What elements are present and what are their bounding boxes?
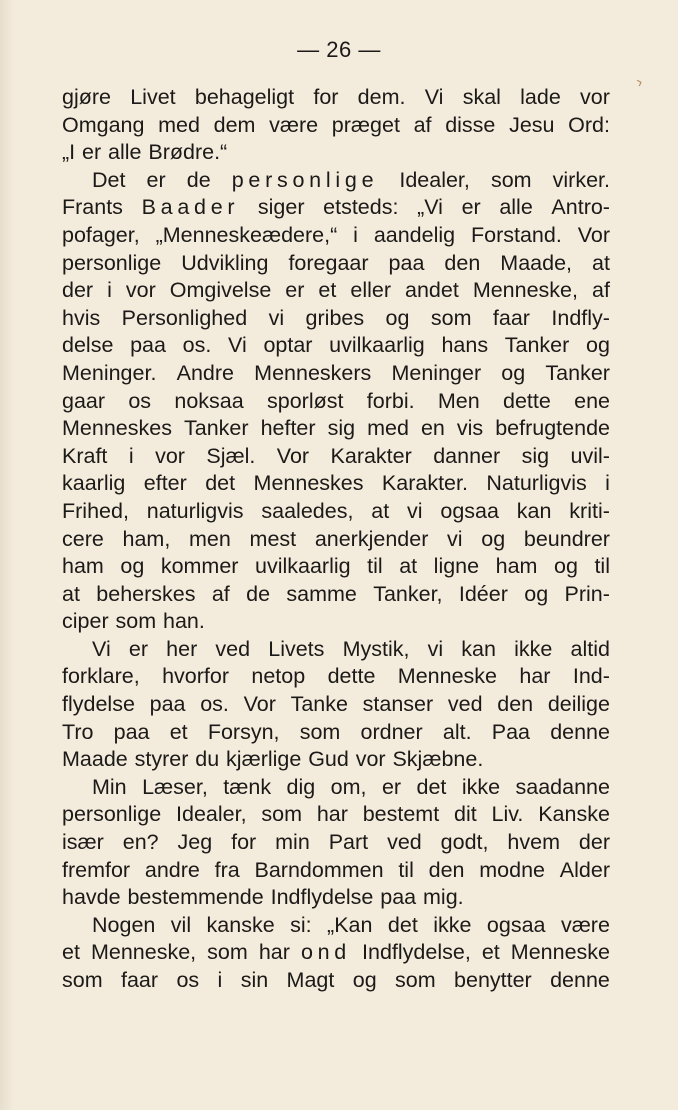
word: Sjæl.: [206, 443, 256, 468]
word: Maade,: [500, 250, 573, 275]
word: som: [430, 305, 472, 330]
word: og: [501, 360, 526, 385]
word: men: [189, 526, 231, 551]
word: præget: [331, 112, 400, 137]
word: Idealer,: [399, 167, 470, 192]
word: om,: [330, 774, 367, 799]
word: vor: [125, 278, 156, 303]
word: ciper: [62, 609, 109, 634]
word: kan: [516, 498, 552, 523]
word: modne: [479, 857, 546, 882]
word: at: [592, 250, 610, 275]
word: bestemt: [362, 802, 440, 827]
word: og: [481, 526, 506, 551]
word: at: [371, 498, 390, 523]
text-line: [62, 746, 610, 774]
word: tænk: [223, 774, 272, 799]
word: Menneskers: [254, 360, 372, 385]
word: som: [62, 968, 103, 992]
word: Frihed,: [62, 498, 129, 523]
text-line: [62, 857, 610, 885]
word: stanser: [362, 692, 434, 717]
word: som: [395, 968, 436, 992]
word: vor: [355, 747, 386, 772]
word: faar: [492, 305, 530, 330]
word: deilige: [547, 692, 610, 717]
word: noksaa: [174, 388, 244, 413]
word: Naturligvis: [486, 471, 587, 496]
word: et: [481, 940, 500, 965]
word: Karakter.: [381, 471, 468, 496]
word: især: [62, 830, 104, 855]
word: forbi.: [366, 388, 415, 413]
word: hvem: [507, 830, 560, 855]
word: det: [205, 471, 236, 496]
word: Jeg: [177, 830, 213, 855]
word: gaar: [62, 388, 106, 413]
word: vor: [580, 85, 610, 109]
word: godt,: [440, 830, 489, 855]
word: sin: [240, 968, 269, 992]
word: Liv.: [491, 802, 524, 827]
word: vil: [170, 912, 192, 937]
word: der: [578, 830, 610, 855]
word: en: [420, 416, 445, 441]
word: Tanker: [504, 333, 570, 358]
word: som: [261, 802, 302, 827]
word: bestemmende: [127, 885, 264, 910]
paper-blemish: ›: [633, 73, 645, 92]
word: vi: [268, 305, 285, 330]
word: ordner: [360, 719, 423, 744]
text-line: [62, 553, 610, 581]
word: Idéer: [458, 581, 508, 606]
word: er: [128, 636, 149, 661]
word: „Menneskeædere,“: [155, 222, 338, 247]
word: hefter: [260, 416, 316, 441]
word: optar: [263, 333, 313, 358]
word: den: [428, 857, 465, 882]
word: som: [299, 719, 341, 744]
word: de: [186, 167, 211, 192]
word: det: [416, 774, 447, 799]
word: fremfor: [62, 857, 131, 882]
word: og: [352, 968, 377, 992]
word: sig: [327, 416, 356, 441]
word: behageligt: [194, 85, 295, 109]
word: hans: [441, 333, 489, 358]
word: og: [554, 554, 578, 579]
word: i: [107, 278, 112, 303]
word: her: [166, 636, 198, 661]
word: forklare,: [62, 664, 140, 689]
word: af: [413, 112, 432, 137]
word: Menneske,: [90, 940, 197, 965]
word: andre: [144, 857, 200, 882]
word: Kanske: [538, 802, 610, 827]
text-line: [62, 663, 610, 691]
word: han.: [162, 609, 205, 634]
text-line: [62, 608, 610, 636]
word: Vi: [424, 85, 444, 109]
word: Livet: [130, 85, 176, 109]
word: er: [381, 774, 402, 799]
text-line: [62, 470, 610, 498]
word: Maade: [62, 747, 128, 772]
word: der: [62, 278, 94, 303]
text-line: [62, 84, 610, 112]
word: med: [158, 112, 200, 137]
word: Livets: [268, 636, 325, 661]
word: uvil-: [570, 443, 610, 468]
word: Ord:: [568, 112, 610, 137]
word: er: [285, 278, 305, 303]
word: Menneske: [510, 940, 610, 965]
word: dig: [286, 774, 316, 799]
word: ved: [447, 692, 483, 717]
word: Vor: [577, 222, 610, 247]
word: Karakter: [330, 443, 412, 468]
word: os: [176, 968, 200, 992]
text-line: [62, 884, 610, 912]
word: cere: [62, 526, 104, 551]
text-line: [62, 277, 610, 305]
text-line: [62, 912, 610, 940]
word: den: [497, 692, 534, 717]
word: dette: [327, 664, 376, 689]
word: Andre: [176, 360, 234, 385]
word: os.: [200, 692, 229, 717]
word: de: [246, 581, 271, 606]
word: uvilkaarlig: [255, 554, 351, 579]
word: vi: [427, 636, 444, 661]
word: har: [316, 802, 348, 827]
word: Udvikling: [181, 250, 269, 275]
word: i: [605, 471, 610, 496]
word: er: [82, 140, 102, 165]
word: har: [258, 940, 290, 965]
text-line: [62, 829, 610, 857]
text-line: [62, 774, 610, 802]
word: og: [524, 581, 549, 606]
word: at: [399, 554, 418, 579]
word: lade: [520, 85, 561, 109]
word: sig: [521, 443, 550, 468]
word: ham: [62, 554, 104, 579]
word: vi: [447, 526, 463, 551]
word: et: [318, 278, 337, 303]
word: ved: [215, 636, 251, 661]
text-line: [62, 691, 610, 719]
word: mest: [249, 526, 297, 551]
text-line: [62, 388, 610, 416]
word: Idealer,: [176, 802, 247, 827]
word: naturligvis: [146, 498, 244, 523]
word: alle: [108, 140, 142, 165]
word: Tanke: [290, 692, 348, 717]
word: Personlighed: [121, 305, 248, 330]
word: eller: [350, 278, 391, 303]
word: Skjæbne.: [392, 747, 484, 772]
text-line: [62, 967, 610, 995]
word: „Vi: [417, 195, 443, 220]
text-line: [62, 167, 610, 195]
word: befrugtende: [495, 416, 610, 441]
word: kommer: [160, 554, 239, 579]
word: Omgivelse: [169, 278, 272, 303]
word: det: [387, 912, 418, 937]
word: som: [115, 609, 157, 634]
word: netop: [251, 664, 306, 689]
word: virker.: [552, 167, 610, 192]
text-line: [62, 526, 610, 554]
word: beherskes: [96, 581, 196, 606]
word: etsteds:: [323, 195, 399, 220]
word: Jesu: [509, 112, 555, 137]
word: kan: [461, 636, 496, 661]
word: ved: [387, 830, 422, 855]
word: delse: [62, 333, 114, 358]
word: saadanne: [515, 774, 610, 799]
word: som: [490, 167, 532, 192]
word: benytter: [454, 968, 532, 992]
word: sporløst: [267, 388, 344, 413]
word: saaledes,: [261, 498, 354, 523]
word: hvorfor: [162, 664, 229, 689]
word: ikke: [461, 774, 501, 799]
word: fra: [214, 857, 240, 882]
word: uvilkaarlig: [329, 333, 425, 358]
word: Vor: [276, 443, 310, 468]
text-line: [62, 636, 610, 664]
word: Tanker: [183, 416, 249, 441]
word: Læser,: [142, 774, 208, 799]
word: dem: [213, 112, 256, 137]
word: af: [591, 278, 610, 303]
text-line: [62, 360, 610, 388]
word: paa: [388, 250, 425, 275]
word: beundrer: [523, 526, 610, 551]
word: siger: [257, 195, 305, 220]
word: styrer: [134, 747, 189, 772]
word: Indflydelse,: [362, 940, 471, 965]
word: vis: [456, 416, 484, 441]
word: samme: [286, 581, 357, 606]
word: Alder: [559, 857, 610, 882]
word: vor: [155, 443, 185, 468]
word: Menneske: [397, 664, 497, 689]
word: havde: [62, 885, 121, 910]
word: personlige: [62, 250, 162, 275]
word: disse: [445, 112, 496, 137]
word: gribes: [305, 305, 365, 330]
word: er: [461, 195, 481, 220]
word: af: [211, 581, 230, 606]
word: efter: [143, 471, 187, 496]
word: og: [586, 333, 610, 358]
word: Menneskes: [253, 471, 364, 496]
word: „I: [62, 140, 76, 165]
word: dit: [454, 802, 477, 827]
word: Mystik,: [342, 636, 410, 661]
word: Paa: [491, 719, 530, 744]
word: Tanker,: [373, 581, 443, 606]
word: foregaar: [288, 250, 369, 275]
word: Vi: [228, 333, 247, 358]
word: du: [195, 747, 220, 772]
text-line: [62, 801, 610, 829]
word: ikke: [433, 912, 472, 937]
word: som: [207, 940, 248, 965]
page-number: — 26 —: [297, 37, 381, 62]
word: Omgang: [62, 112, 145, 137]
word: Det: [92, 167, 126, 192]
word: har: [519, 664, 551, 689]
word: og: [385, 305, 410, 330]
word: kjærlige: [226, 747, 302, 772]
word: personlige: [231, 167, 379, 192]
word: skal: [462, 85, 501, 109]
word: være: [560, 912, 610, 937]
word: kaarlig: [62, 471, 126, 496]
word: denne: [550, 719, 610, 744]
word: Frants: [62, 195, 123, 220]
word: „Kan: [327, 912, 373, 937]
word: kanske: [206, 912, 275, 937]
word: et: [169, 719, 188, 744]
word: med: [367, 416, 409, 441]
word: Gud: [308, 747, 349, 772]
text-line: [62, 194, 610, 222]
body-text: [62, 84, 610, 995]
text-line: [62, 139, 610, 167]
word: ham: [495, 554, 538, 579]
text-line: [62, 305, 610, 333]
word: Antro-: [551, 195, 610, 220]
word: Forsyn,: [207, 719, 280, 744]
word: gjøre: [62, 85, 111, 109]
word: Barndommen: [254, 857, 384, 882]
word: alle: [499, 195, 533, 220]
word: den: [444, 250, 481, 275]
word: at: [62, 581, 80, 606]
text-line: [62, 222, 610, 250]
word: dette: [503, 388, 551, 413]
word: er: [146, 167, 166, 192]
word: paa: [113, 719, 150, 744]
word: Vor: [243, 692, 276, 717]
word: andet: [405, 278, 459, 303]
word: ligne: [433, 554, 480, 579]
word: ene: [574, 388, 610, 413]
word: Part: [328, 830, 369, 855]
word: paa: [380, 885, 417, 910]
word: Indflydelse: [270, 885, 374, 910]
word: en?: [122, 830, 159, 855]
word: Tanker: [545, 360, 610, 385]
word: Brødre.“: [148, 140, 228, 165]
word: os: [128, 388, 152, 413]
text-line: [62, 443, 610, 471]
text-line: [62, 250, 610, 278]
word: ogsaa: [486, 912, 546, 937]
word: ikke: [514, 636, 553, 661]
word: i: [217, 968, 223, 992]
word: og: [120, 554, 145, 579]
word: Nogen: [92, 912, 156, 937]
word: et: [62, 940, 80, 965]
word: personlige: [62, 802, 162, 827]
word: for: [231, 830, 257, 855]
word: Forstand.: [471, 222, 562, 247]
word: aandelig: [373, 222, 456, 247]
word: Meninger.: [62, 360, 157, 385]
word: Prin-: [564, 581, 610, 606]
word: for: [313, 85, 339, 109]
word: dem.: [357, 85, 406, 109]
word: til: [594, 554, 610, 579]
word: Tro: [62, 719, 94, 744]
text-line: [62, 112, 610, 140]
word: ham,: [122, 526, 171, 551]
word: Min: [92, 774, 127, 799]
word: i: [353, 222, 358, 247]
word: altid: [570, 636, 610, 661]
word: min: [275, 830, 310, 855]
word: være: [269, 112, 319, 137]
word: Menneskes: [62, 416, 172, 441]
word: ogsaa: [440, 498, 499, 523]
word: Kraft: [62, 443, 108, 468]
word: Indfly-: [551, 305, 610, 330]
word: Men: [437, 388, 480, 413]
word: danner: [433, 443, 501, 468]
word: vi: [407, 498, 423, 523]
word: paa: [149, 692, 186, 717]
word: ond: [300, 940, 351, 965]
word: alt.: [442, 719, 472, 744]
word: Baader: [141, 195, 240, 220]
word: si:: [290, 912, 312, 937]
text-line: [62, 332, 610, 360]
word: til: [398, 857, 414, 882]
word: Magt: [286, 968, 335, 992]
text-line: [62, 581, 610, 609]
word: anerkjender: [314, 526, 429, 551]
word: hvis: [62, 305, 101, 330]
word: pofager,: [62, 222, 140, 247]
text-line: [62, 415, 610, 443]
word: i: [128, 443, 134, 468]
text-line: [62, 939, 610, 967]
word: denne: [550, 968, 610, 992]
word: Ind-: [572, 664, 610, 689]
word: flydelse: [62, 692, 135, 717]
word: mig.: [423, 885, 464, 910]
text-line: [62, 498, 610, 526]
word: Meninger: [391, 360, 482, 385]
text-line: [62, 719, 610, 747]
word: os.: [182, 333, 212, 358]
word: paa: [130, 333, 166, 358]
word: faar: [121, 968, 159, 992]
word: til: [367, 554, 383, 579]
word: kriti-: [569, 498, 610, 523]
word: Vi: [92, 636, 111, 661]
word: Menneske,: [472, 278, 578, 303]
